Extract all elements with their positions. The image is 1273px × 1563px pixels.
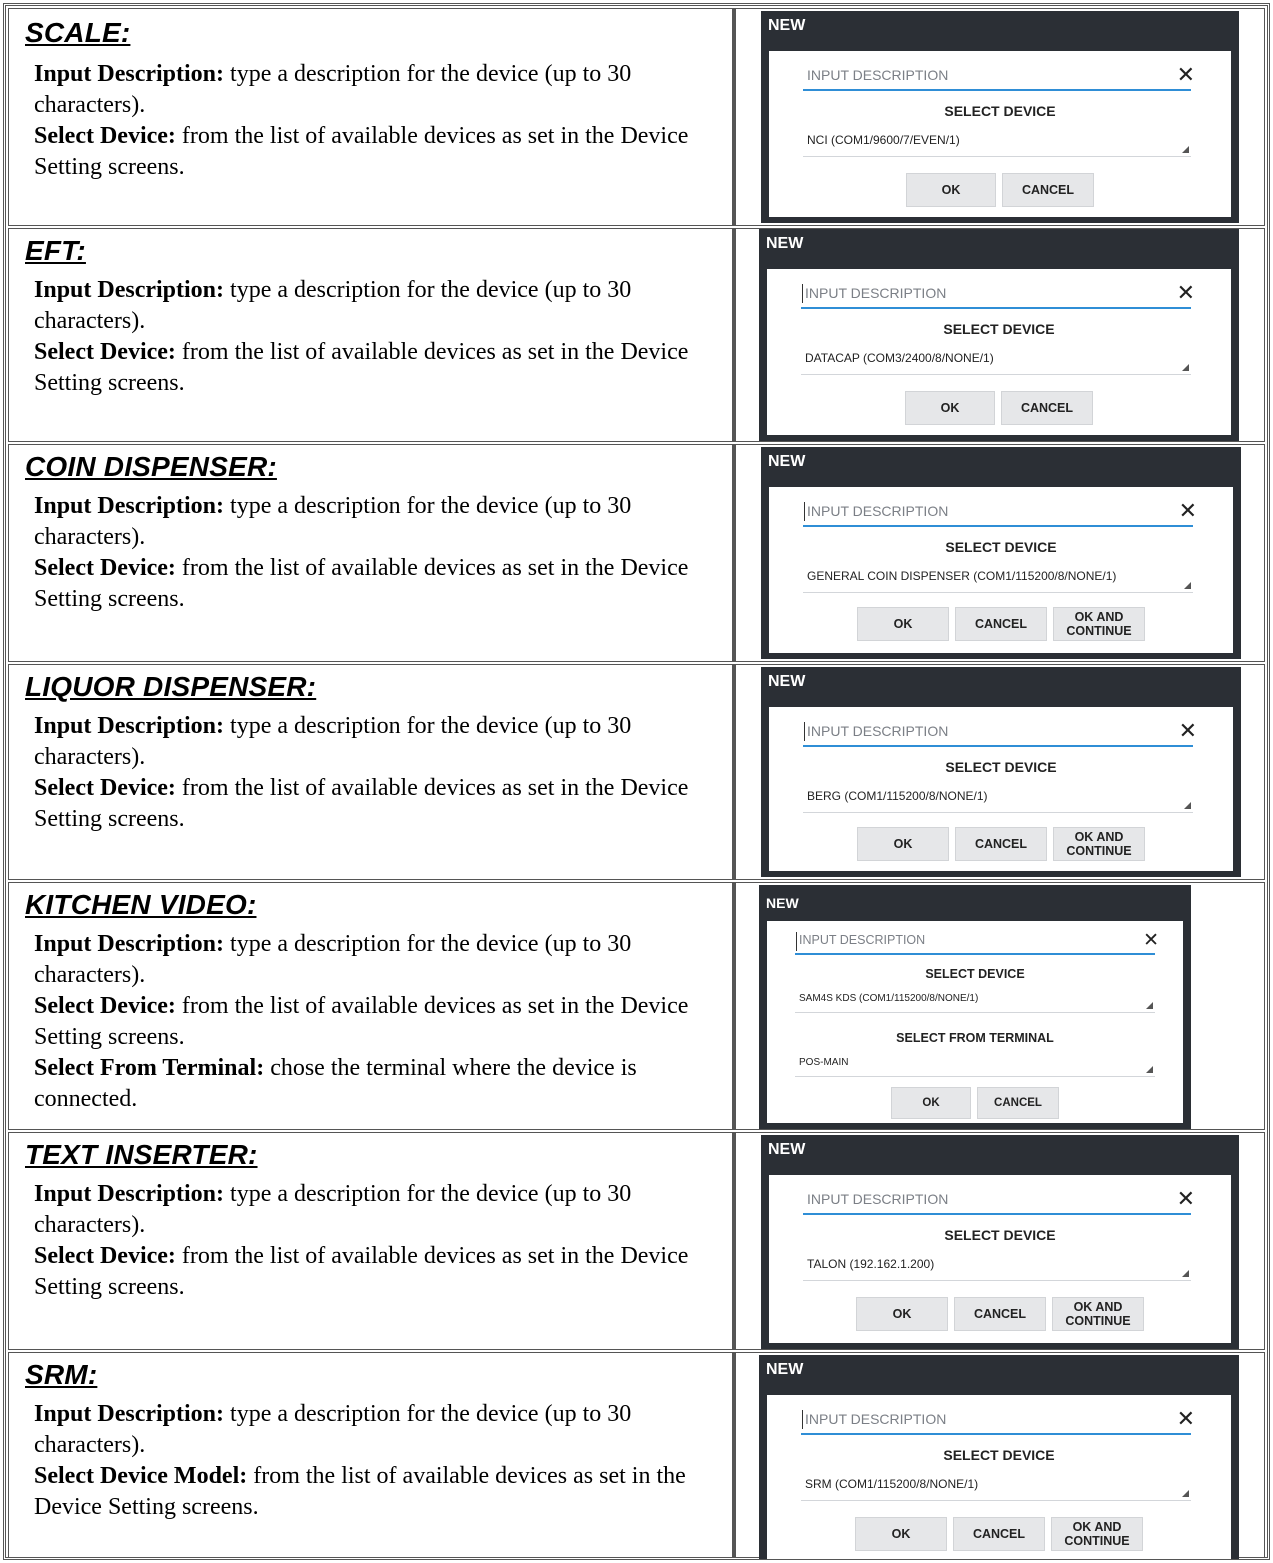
dialog-body: [769, 707, 1233, 871]
dialog-title: NEW: [766, 235, 804, 252]
label-select-device: Select Device:: [34, 123, 176, 149]
text-select-device: from the list of available devices as set in the Device Setting screens.: [34, 123, 689, 180]
close-icon[interactable]: ✕: [1143, 929, 1159, 951]
select-device-label: SELECT DEVICE: [944, 1227, 1056, 1243]
selected-device: SRM (COM1/115200/8/NONE/1): [805, 1477, 979, 1491]
text-caret: [802, 284, 803, 303]
new-device-dialog: [761, 1135, 1239, 1349]
section-srm: [8, 1352, 1265, 1558]
description-cell: [8, 1352, 733, 1558]
selected-device: NCI (COM1/9600/7/EVEN/1): [807, 133, 960, 147]
section-liquor-dispenser: [8, 664, 1265, 880]
dropdown-arrow-icon: [1182, 364, 1189, 371]
ok-and-continue-button[interactable]: OK AND CONTINUE: [1053, 827, 1145, 861]
select-device-dropdown[interactable]: [795, 991, 1155, 1013]
selected-device: SAM4S KDS (COM1/115200/8/NONE/1): [799, 993, 979, 1004]
dialog-body: [769, 1175, 1231, 1343]
label-input-description: Input Description:: [34, 277, 225, 303]
screenshot-cell: [734, 444, 1265, 662]
text-input-description: type a description for the device (up to 30 characters).: [34, 713, 632, 770]
select-device-label: SELECT DEVICE: [945, 759, 1057, 775]
dialog-buttons: [769, 607, 1233, 641]
select-device-dropdown[interactable]: [803, 787, 1193, 813]
input-description-field[interactable]: [803, 63, 1195, 91]
label-select-from-terminal: Select From Terminal:: [34, 1055, 265, 1081]
select-device-dropdown[interactable]: [801, 1475, 1191, 1501]
label-select-device-model: Select Device Model:: [34, 1463, 248, 1489]
dialog-title: NEW: [766, 895, 799, 911]
label-input-description: Input Description:: [34, 61, 225, 87]
new-device-dialog: [759, 1355, 1239, 1559]
section-description: [34, 929, 724, 1115]
section-description: [34, 1399, 724, 1523]
label-select-device: Select Device:: [34, 555, 176, 581]
text-caret: [796, 932, 797, 951]
dropdown-arrow-icon: [1182, 1270, 1189, 1277]
text-select-device: from the list of available devices as set in the Device Setting screens.: [34, 555, 689, 612]
section-eft: [8, 228, 1265, 442]
ok-button[interactable]: OK: [856, 1297, 948, 1331]
dialog-body: [767, 921, 1183, 1123]
text-input-description: type a description for the device (up to 30 characters).: [34, 61, 632, 118]
text-select-from-terminal: chose the terminal where the device is connected.: [34, 1055, 637, 1112]
ok-button[interactable]: OK: [857, 827, 949, 861]
select-device-dropdown[interactable]: [801, 349, 1191, 375]
dialog-title: NEW: [768, 673, 806, 690]
selected-device: TALON (192.162.1.200): [807, 1257, 935, 1271]
input-placeholder: INPUT DESCRIPTION: [807, 1191, 949, 1207]
dialog-title: NEW: [768, 17, 806, 34]
screenshot-cell: [734, 1352, 1265, 1558]
ok-and-continue-button[interactable]: OK AND CONTINUE: [1052, 1297, 1144, 1331]
section-heading: TEXT INSERTER:: [25, 1139, 258, 1170]
description-cell: [8, 664, 733, 880]
description-cell: [8, 444, 733, 662]
selected-terminal: POS-MAIN: [799, 1057, 849, 1068]
text-caret: [802, 1410, 803, 1429]
section-scale: [8, 8, 1265, 226]
text-caret: [804, 502, 805, 521]
dropdown-arrow-icon: [1184, 802, 1191, 809]
text-caret: [804, 722, 805, 741]
selected-device: DATACAP (COM3/2400/8/NONE/1): [805, 351, 994, 365]
input-placeholder: INPUT DESCRIPTION: [805, 1411, 947, 1427]
input-placeholder: INPUT DESCRIPTION: [807, 67, 949, 83]
dialog-title: NEW: [768, 453, 806, 470]
label-input-description: Input Description:: [34, 931, 225, 957]
input-description-field[interactable]: [801, 281, 1195, 309]
text-input-description: type a description for the device (up to 30 characters).: [34, 493, 632, 550]
input-description-field[interactable]: [803, 499, 1197, 527]
close-icon[interactable]: ✕: [1178, 719, 1197, 744]
text-select-device: from the list of available devices as set in the Device Setting screens.: [34, 339, 689, 396]
label-select-device: Select Device:: [34, 993, 176, 1019]
section-heading: EFT:: [25, 235, 86, 266]
select-device-dropdown[interactable]: [803, 567, 1193, 593]
close-icon[interactable]: ✕: [1176, 281, 1195, 306]
input-description-field[interactable]: [803, 1187, 1195, 1215]
input-description-field[interactable]: [801, 1407, 1195, 1435]
section-heading: LIQUOR DISPENSER:: [25, 671, 317, 702]
close-icon[interactable]: ✕: [1178, 499, 1197, 524]
new-device-dialog: [761, 667, 1241, 877]
dropdown-arrow-icon: [1146, 1002, 1153, 1009]
text-select-device-model: from the list of available devices as set in the Device Setting screens.: [34, 1463, 686, 1520]
dialog-body: [767, 269, 1231, 435]
text-input-description: type a description for the device (up to 30 characters).: [34, 931, 632, 988]
select-device-label: SELECT DEVICE: [943, 1447, 1055, 1463]
ok-and-continue-button[interactable]: OK AND CONTINUE: [1053, 607, 1145, 641]
new-device-dialog: [761, 11, 1239, 223]
label-select-device: Select Device:: [34, 339, 176, 365]
select-terminal-dropdown[interactable]: [795, 1055, 1155, 1077]
screenshot-cell: [734, 8, 1265, 226]
cancel-button[interactable]: CANCEL: [1001, 391, 1093, 425]
close-icon[interactable]: ✕: [1176, 63, 1195, 88]
select-device-dropdown[interactable]: [803, 131, 1191, 157]
cancel-button[interactable]: CANCEL: [955, 827, 1047, 861]
section-heading: SRM:: [25, 1359, 98, 1390]
dialog-body: [769, 487, 1233, 653]
cancel-button[interactable]: CANCEL: [1002, 173, 1094, 207]
cancel-button[interactable]: CANCEL: [954, 1297, 1046, 1331]
select-terminal-label: SELECT FROM TERMINAL: [896, 1031, 1054, 1045]
dialog-buttons: [767, 1517, 1231, 1551]
select-device-label: SELECT DEVICE: [945, 539, 1057, 555]
section-description: [34, 59, 724, 183]
dropdown-arrow-icon: [1182, 1490, 1189, 1497]
input-description-field[interactable]: [803, 719, 1197, 747]
text-input-description: type a description for the device (up to 30 characters).: [34, 1401, 632, 1458]
ok-button[interactable]: OK: [855, 1517, 947, 1551]
section-text-inserter: [8, 1132, 1265, 1350]
text-select-device: from the list of available devices as set in the Device Setting screens.: [34, 1243, 689, 1300]
section-kitchen-video: [8, 882, 1265, 1130]
select-device-label: SELECT DEVICE: [944, 103, 1056, 119]
description-cell: [8, 228, 733, 442]
select-device-dropdown[interactable]: [803, 1255, 1191, 1281]
text-select-device: from the list of available devices as set in the Device Setting screens.: [34, 775, 689, 832]
description-cell: [8, 1132, 733, 1350]
description-cell: [8, 882, 733, 1130]
new-device-dialog: [759, 229, 1239, 441]
dialog-buttons: [767, 391, 1231, 425]
ok-button[interactable]: OK: [857, 607, 949, 641]
input-placeholder: INPUT DESCRIPTION: [805, 285, 947, 301]
text-select-device: from the list of available devices as set in the Device Setting screens.: [34, 993, 689, 1050]
screenshot-cell: [734, 882, 1265, 1130]
close-icon[interactable]: ✕: [1176, 1187, 1195, 1212]
selected-device: BERG (COM1/115200/8/NONE/1): [807, 789, 988, 803]
select-device-label: SELECT DEVICE: [925, 967, 1025, 981]
label-input-description: Input Description:: [34, 713, 225, 739]
dropdown-arrow-icon: [1146, 1066, 1153, 1073]
selected-device: GENERAL COIN DISPENSER (COM1/115200/8/NONE/1): [807, 569, 1117, 583]
section-description: [34, 1179, 724, 1303]
label-select-device: Select Device:: [34, 1243, 176, 1269]
dialog-buttons: [767, 1087, 1183, 1119]
new-device-dialog: [761, 447, 1241, 659]
section-coin-dispenser: [8, 444, 1265, 662]
new-device-dialog: [759, 885, 1191, 1129]
input-placeholder: INPUT DESCRIPTION: [807, 503, 949, 519]
screenshot-cell: [734, 228, 1265, 442]
input-placeholder: INPUT DESCRIPTION: [807, 723, 949, 739]
dialog-title: NEW: [766, 1361, 804, 1378]
label-input-description: Input Description:: [34, 1181, 225, 1207]
dialog-buttons: [769, 1297, 1231, 1331]
section-heading: SCALE:: [25, 17, 131, 48]
cancel-button[interactable]: CANCEL: [977, 1087, 1059, 1119]
label-select-device: Select Device:: [34, 775, 176, 801]
text-input-description: type a description for the device (up to 30 characters).: [34, 1181, 632, 1238]
ok-button[interactable]: OK: [906, 173, 996, 207]
description-cell: [8, 8, 733, 226]
cancel-button[interactable]: CANCEL: [953, 1517, 1045, 1551]
dialog-title: NEW: [768, 1141, 806, 1158]
dialog-buttons: [769, 173, 1231, 207]
select-device-label: SELECT DEVICE: [943, 321, 1055, 337]
label-input-description: Input Description:: [34, 1401, 225, 1427]
close-icon[interactable]: ✕: [1176, 1407, 1195, 1432]
cancel-button[interactable]: CANCEL: [955, 607, 1047, 641]
text-input-description: type a description for the device (up to 30 characters).: [34, 277, 632, 334]
dialog-buttons: [769, 827, 1233, 861]
section-description: [34, 491, 724, 615]
screenshot-cell: [734, 664, 1265, 880]
section-heading: COIN DISPENSER:: [25, 451, 277, 482]
dropdown-arrow-icon: [1184, 582, 1191, 589]
dropdown-arrow-icon: [1182, 146, 1189, 153]
input-description-field[interactable]: [795, 929, 1159, 955]
section-description: [34, 275, 724, 399]
input-placeholder: INPUT DESCRIPTION: [799, 933, 926, 947]
section-heading: KITCHEN VIDEO:: [25, 889, 257, 920]
ok-button[interactable]: OK: [891, 1087, 971, 1119]
section-description: [34, 711, 724, 835]
screenshot-cell: [734, 1132, 1265, 1350]
dialog-body: [769, 51, 1231, 217]
ok-button[interactable]: OK: [905, 391, 995, 425]
ok-and-continue-button[interactable]: OK AND CONTINUE: [1051, 1517, 1143, 1551]
dialog-body: [767, 1395, 1231, 1559]
label-input-description: Input Description:: [34, 493, 225, 519]
